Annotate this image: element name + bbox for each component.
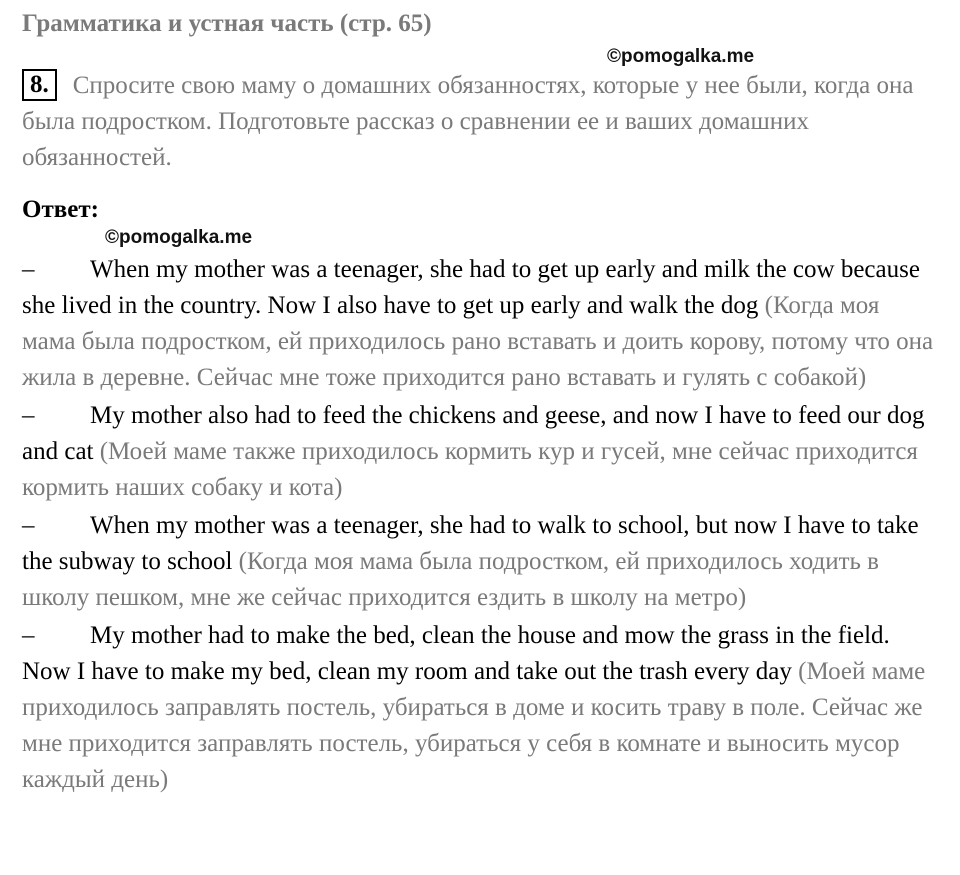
answer-item-2 <box>22 398 937 506</box>
answer-item-3 <box>22 508 937 616</box>
answer-russian: (Когда моя мама была подростком, ей приходилось рано вставать и доить корову, потому что она жила в деревне. Сейчас мне тоже приходится рано вставать и гулять с собакой) <box>22 292 934 391</box>
answer-english: When my mother was a teenager, she had to walk to school, but now I have to take the subway to school <box>22 512 919 575</box>
answer-item-4 <box>22 618 937 798</box>
list-dash: – <box>22 256 35 283</box>
task-number: 8. <box>22 69 57 101</box>
task-text: Спросите свою маму о домашних обязанностях, которые у нее были, когда она была подростком. Подготовьте рассказ о сравнении ее и ваших домашних обязанностей. <box>22 72 914 171</box>
list-dash: – <box>22 402 35 429</box>
watermark-top: ©pomogalka.me <box>607 46 755 67</box>
answer-russian: (Когда моя мама была подростком, ей приходилось ходить в школу пешком, мне же сейчас приходится ездить в школу на метро) <box>22 548 879 611</box>
section-heading: Грамматика и устная часть (стр. 65) <box>22 10 432 37</box>
answer-list <box>22 252 937 800</box>
watermark-answer: ©pomogalka.me <box>105 227 253 248</box>
answer-english: When my mother was a teenager, she had to get up early and milk the cow because she lived in the country. Now I also have to get up early and walk the dog <box>22 256 920 319</box>
list-dash: – <box>22 622 35 649</box>
answer-russian: (Моей маме также приходилось кормить кур и гусей, мне сейчас приходится кормить наших собаку и кота) <box>22 438 918 501</box>
answer-english: My mother had to make the bed, clean the house and mow the grass in the field. Now I have to make my bed, clean my room and take out the trash every day <box>22 622 890 685</box>
answer-label: Ответ: <box>22 196 99 223</box>
answer-item-1 <box>22 252 937 396</box>
answer-russian: (Моей маме приходилось заправлять постель, убираться в доме и косить траву в поле. Сейчас же мне приходится заправлять постель, убираться у себя в комнате и выносить мусор каждый день) <box>22 658 926 793</box>
list-dash: – <box>22 512 35 539</box>
answer-english: My mother also had to feed the chickens and geese, and now I have to feed our dog and cat <box>22 402 925 465</box>
task-block <box>22 68 937 176</box>
